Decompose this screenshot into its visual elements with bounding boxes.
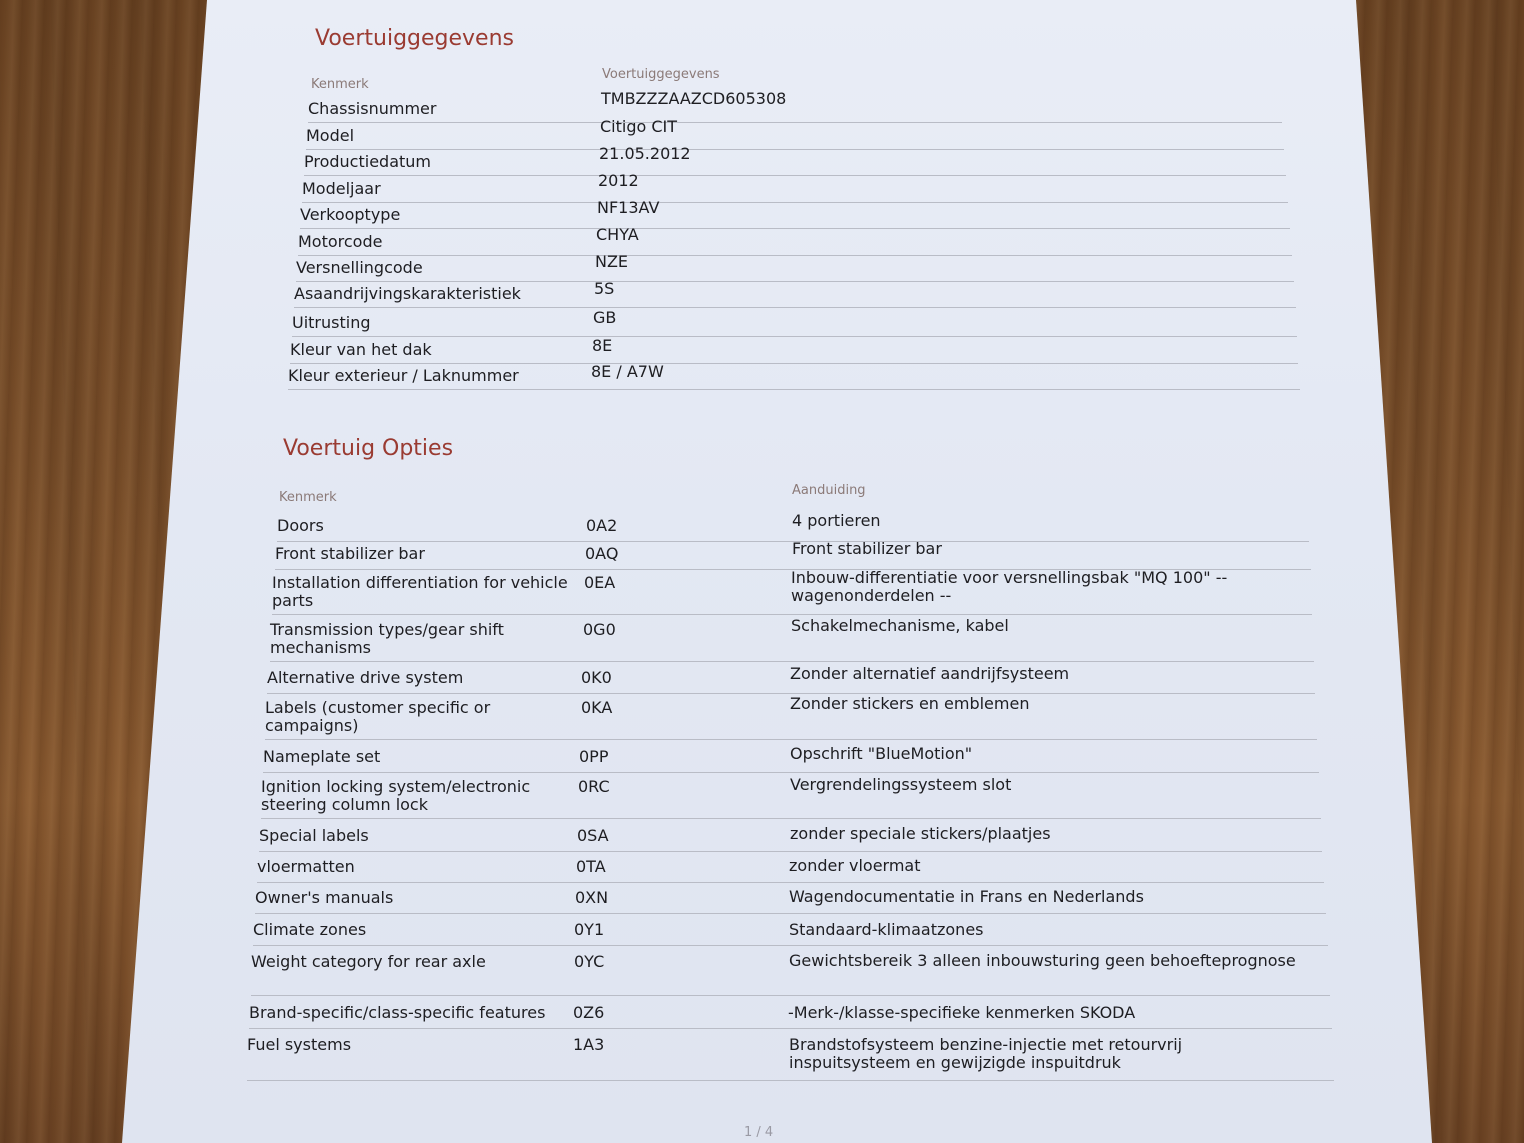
row-value: TMBZZZAAZCD605308	[601, 89, 787, 108]
row-value: NZE	[595, 252, 629, 271]
option-feature: Front stabilizer bar	[275, 544, 425, 563]
option-description: zonder speciale stickers/plaatjes	[790, 824, 1051, 843]
option-code: 0RC	[578, 777, 610, 796]
option-feature: Climate zones	[253, 920, 367, 939]
table-row	[308, 89, 1282, 123]
option-code: 0XN	[575, 888, 609, 907]
option-description: zonder vloermat	[789, 856, 921, 875]
table-row	[270, 616, 1314, 662]
option-feature: Doors	[277, 516, 324, 535]
table-row	[259, 824, 1322, 852]
column-header-voertuiggegevens: Voertuiggegevens	[602, 67, 720, 82]
row-label: Versnellingcode	[296, 258, 423, 277]
table-row	[257, 858, 1324, 883]
row-label: Motorcode	[298, 232, 383, 251]
option-code: 0K0	[581, 668, 612, 687]
table-row	[263, 744, 1319, 773]
option-description: Front stabilizer bar	[792, 539, 942, 558]
table-row	[249, 1004, 1332, 1029]
row-value: 8E	[592, 336, 613, 355]
row-label: Kleur van het dak	[290, 340, 432, 359]
option-feature: Alternative drive system	[267, 668, 464, 687]
option-description: Schakelmechanisme, kabel	[791, 616, 1009, 635]
row-label: Model	[306, 126, 355, 145]
option-description: Brandstofsysteem benzine-injectie met retourvrij inspuitsysteem en gewijzigde inspuitdruk	[789, 1035, 1183, 1072]
table-row	[306, 117, 1284, 150]
option-description: 4 portieren	[792, 511, 881, 530]
option-feature: Fuel systems	[247, 1035, 352, 1054]
table-row	[290, 336, 1298, 364]
option-code: 0PP	[579, 747, 609, 766]
row-label: Kleur exterieur / Laknummer	[288, 366, 519, 385]
table-row	[304, 144, 1286, 176]
option-feature: Weight category for rear axle	[251, 952, 486, 971]
option-feature: Ignition locking system/electronic steering column lock	[261, 777, 531, 814]
option-feature: vloermatten	[257, 857, 355, 876]
row-label: Verkooptype	[300, 205, 401, 224]
row-value: CHYA	[596, 225, 639, 244]
column-header-aanduiding: Aanduiding	[792, 483, 866, 498]
table-row	[275, 539, 1311, 570]
row-value: 21.05.2012	[599, 144, 691, 163]
option-feature: Special labels	[259, 826, 369, 845]
option-feature: Labels (customer specific or campaigns)	[265, 698, 491, 735]
table-row	[255, 889, 1326, 914]
option-description: Zonder stickers en emblemen	[790, 694, 1030, 713]
table-row	[253, 921, 1328, 946]
option-code: 0EA	[584, 573, 616, 592]
option-description: Vergrendelingssysteem slot	[790, 775, 1012, 794]
row-value: GB	[593, 308, 617, 327]
option-description: Standaard-klimaatzones	[789, 920, 984, 939]
row-label: Chassisnummer	[308, 99, 437, 118]
table-row	[300, 198, 1290, 229]
table-row	[247, 1036, 1334, 1081]
table-row	[292, 308, 1297, 337]
table-row	[298, 225, 1292, 256]
option-description: Inbouw-differentiatie voor versnellingsbak "MQ 100" -- wagenonderdelen --	[791, 568, 1228, 605]
table-row	[251, 953, 1330, 996]
table-row	[261, 775, 1321, 819]
table-row	[267, 664, 1315, 694]
option-feature: Transmission types/gear shift mechanisms	[270, 620, 504, 657]
option-code: 1A3	[573, 1035, 605, 1054]
option-feature: Brand-specific/class-specific features	[249, 1003, 546, 1022]
option-code: 0A2	[586, 516, 618, 535]
row-label: Productiedatum	[304, 152, 431, 171]
table-row	[265, 694, 1317, 740]
page-number: 1 / 4	[744, 1125, 774, 1140]
option-feature: Nameplate set	[263, 747, 381, 766]
row-value: 8E / A7W	[591, 362, 664, 381]
section-title-vehicle-data: Voertuiggegevens	[315, 26, 514, 51]
row-value: Citigo CIT	[600, 117, 678, 136]
option-feature: Owner's manuals	[255, 888, 394, 907]
column-header-kenmerk: Kenmerk	[279, 490, 337, 505]
table-row	[288, 362, 1300, 390]
row-value: NF13AV	[597, 198, 660, 217]
option-description: Zonder alternatief aandrijfsysteem	[790, 664, 1070, 683]
option-feature: Installation differentiation for vehicle parts	[272, 573, 568, 610]
option-code: 0Z6	[573, 1003, 605, 1022]
table-row	[294, 279, 1296, 308]
option-description: -Merk-/klasse-specifieke kenmerken SKODA	[788, 1003, 1136, 1022]
option-code: 0Y1	[574, 920, 605, 939]
column-header-kenmerk: Kenmerk	[311, 77, 369, 92]
row-label: Asaandrijvingskarakteristiek	[294, 284, 521, 303]
table-row	[296, 252, 1294, 282]
option-code: 0YC	[574, 952, 605, 971]
section-title-vehicle-options: Voertuig Opties	[283, 436, 454, 461]
option-description: Opschrift "BlueMotion"	[790, 744, 973, 763]
option-code: 0TA	[576, 857, 606, 876]
option-description: Gewichtsbereik 3 alleen inbouwsturing geen behoefteprognose	[789, 951, 1296, 970]
row-label: Modeljaar	[302, 179, 381, 198]
option-description: Wagendocumentatie in Frans en Nederlands	[789, 887, 1144, 906]
table-row	[302, 171, 1288, 203]
option-code: 0G0	[583, 620, 616, 639]
option-code: 0SA	[577, 826, 609, 845]
row-label: Uitrusting	[292, 313, 371, 332]
option-code: 0AQ	[585, 544, 619, 563]
table-row	[272, 568, 1312, 615]
row-value: 2012	[598, 171, 639, 190]
option-code: 0KA	[581, 698, 613, 717]
row-value: 5S	[594, 279, 615, 298]
